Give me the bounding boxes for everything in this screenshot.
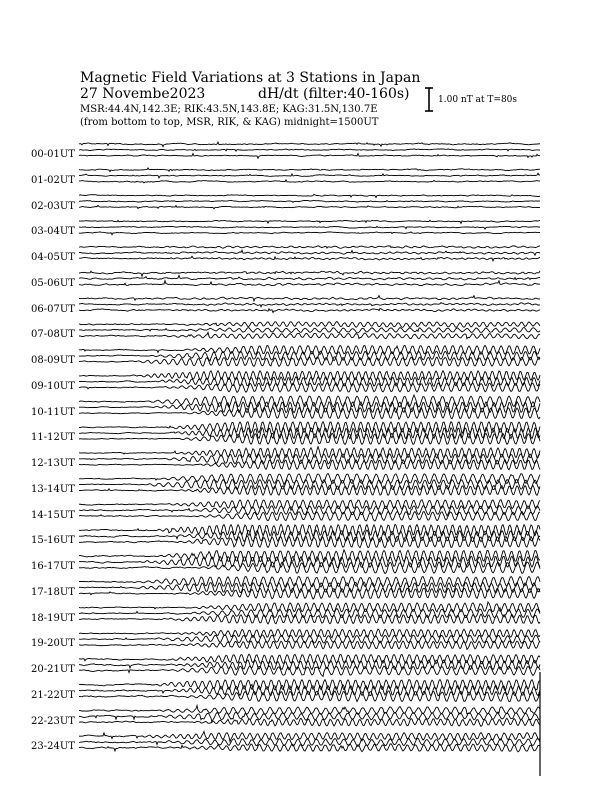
hour-label: 08-09UT (31, 355, 75, 366)
trace-msr (79, 308, 540, 312)
trace-rik (79, 149, 540, 151)
trace-rik (79, 226, 540, 229)
hour-label: 03-04UT (31, 226, 75, 238)
trace-kag (79, 731, 540, 741)
trace-msr (79, 614, 540, 624)
trace-msr (79, 718, 540, 726)
hour-label: 01-02UT (31, 174, 75, 186)
trace-msr (79, 205, 540, 208)
hour-label: 22-23UT (31, 715, 75, 727)
trace-rik (79, 351, 540, 361)
hour-label: 15-16UT (31, 535, 75, 547)
trace-msr (79, 588, 540, 599)
trace-msr (79, 512, 540, 522)
chart-filter: (filter:40-160s) (303, 86, 410, 102)
scale-bar-label: 1.00 nT at T=80s (438, 95, 518, 105)
chart-quantity: dH/dt (258, 86, 299, 102)
hour-label: 13-14UT (31, 483, 75, 495)
trace-rik (79, 250, 540, 255)
trace-rik (79, 660, 540, 670)
scale-bar (425, 88, 433, 111)
hour-label: 05-06UT (31, 277, 75, 289)
trace-msr (79, 407, 540, 419)
trace-rik (79, 454, 540, 464)
hour-label: 10-11UT (31, 406, 75, 418)
trace-rik (79, 173, 540, 178)
trace-msr (79, 383, 540, 393)
trace-msr (79, 485, 540, 495)
trace-kag (79, 246, 540, 249)
trace-kag (79, 680, 540, 691)
trace-kag (79, 271, 540, 276)
trace-msr (79, 357, 540, 367)
hour-label: 20-21UT (31, 664, 75, 675)
trace-msr (79, 562, 540, 574)
trace-msr (79, 333, 540, 339)
trace-kag (79, 474, 540, 485)
trace-rik (79, 327, 540, 332)
trace-kag (79, 500, 540, 511)
trace-msr (79, 691, 540, 702)
trace-msr (79, 666, 540, 677)
hour-label: 00-01UT (31, 149, 75, 160)
trace-msr (79, 154, 540, 159)
trace-kag (79, 168, 540, 172)
hour-label: 14-15UT (31, 509, 75, 521)
hour-label: 23-24UT (31, 741, 75, 753)
hour-label: 12-13UT (31, 458, 75, 469)
hour-label: 06-07UT (31, 303, 75, 315)
hour-label: 07-08UT (31, 329, 75, 341)
hour-label: 11-12UT (31, 432, 75, 444)
trace-kag (79, 142, 540, 147)
trace-kag (79, 395, 540, 407)
trace-kag (79, 220, 540, 223)
hour-label: 18-19UT (31, 612, 75, 624)
trace-msr (79, 744, 540, 752)
trace-kag (79, 576, 540, 587)
trace-msr (79, 641, 540, 650)
hour-label: 09-10UT (31, 380, 75, 392)
trace-rik (79, 200, 540, 202)
hour-label: 16-17UT (31, 561, 75, 572)
trace-msr (79, 281, 540, 286)
trace-msr (79, 256, 540, 261)
trace-rik (79, 480, 540, 490)
trace-msr (79, 232, 540, 235)
trace-rik (79, 275, 540, 280)
station-coordinates: MSR:44.4N,142.3E; RIK:43.5N,143.8E; KAG:31.5N,130.7E (80, 104, 378, 115)
trace-kag (79, 447, 540, 459)
hour-label: 17-18UT (31, 586, 75, 598)
trace-msr (79, 180, 540, 183)
trace-kag (79, 194, 540, 197)
trace-rik (79, 303, 540, 307)
hour-label: 21-22UT (31, 689, 75, 701)
trace-kag (79, 706, 540, 715)
hour-label: 02-03UT (31, 200, 75, 212)
trace-kag (79, 296, 540, 301)
hour-label: 19-20UT (31, 638, 75, 650)
trace-kag (79, 322, 540, 328)
chart-date: 27 Novembe2023 (80, 86, 206, 102)
hour-label: 04-05UT (31, 252, 75, 263)
trace-order-note: (from bottom to top, MSR, RIK, & KAG) midnight=1500UT (80, 117, 379, 128)
chart-title: Magnetic Field Variations at 3 Stations in Japan (80, 70, 421, 86)
